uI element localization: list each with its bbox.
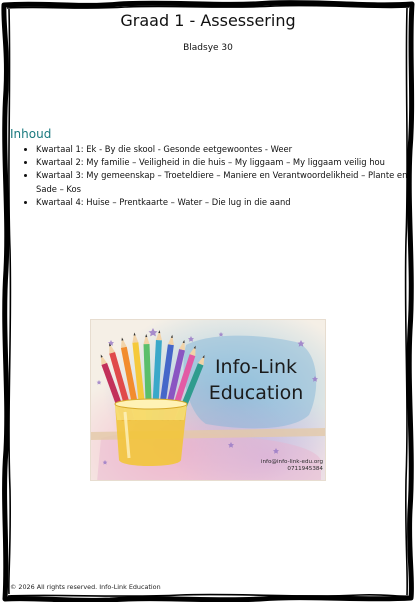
info-link-education-logo — [90, 319, 326, 481]
logo-phone: 0711945384 — [287, 466, 323, 472]
list-item: • Kwartaal 4: Huise – Prentkaarte – Water – Die lug in die aand — [36, 196, 408, 209]
list-item: • Kwartaal 1: Ek - By die skool - Gesonde eetgewoontes - Weer — [36, 143, 408, 156]
list-item: • Kwartaal 2: My familie – Veiligheid in die huis – My liggaam – My liggaam veilig hou — [36, 156, 408, 169]
contents-heading: Inhoud — [10, 127, 52, 141]
logo-title: Info-Link Education — [208, 356, 304, 404]
list-item: • Kwartaal 3: My gemeenskap – Troeteldiere – Maniere en Verantwoordelikheid – Plante en Sade – Kos — [36, 169, 408, 195]
logo-email: info@info-link-edu.org — [260, 459, 323, 465]
page-title: Graad 1 - Assessering — [120, 11, 296, 30]
contents-list — [12, 143, 408, 209]
copyright-footer: © 2026 All rights reserved. Info-Link Education — [10, 583, 161, 591]
page-count: Bladsye 30 — [183, 43, 233, 53]
